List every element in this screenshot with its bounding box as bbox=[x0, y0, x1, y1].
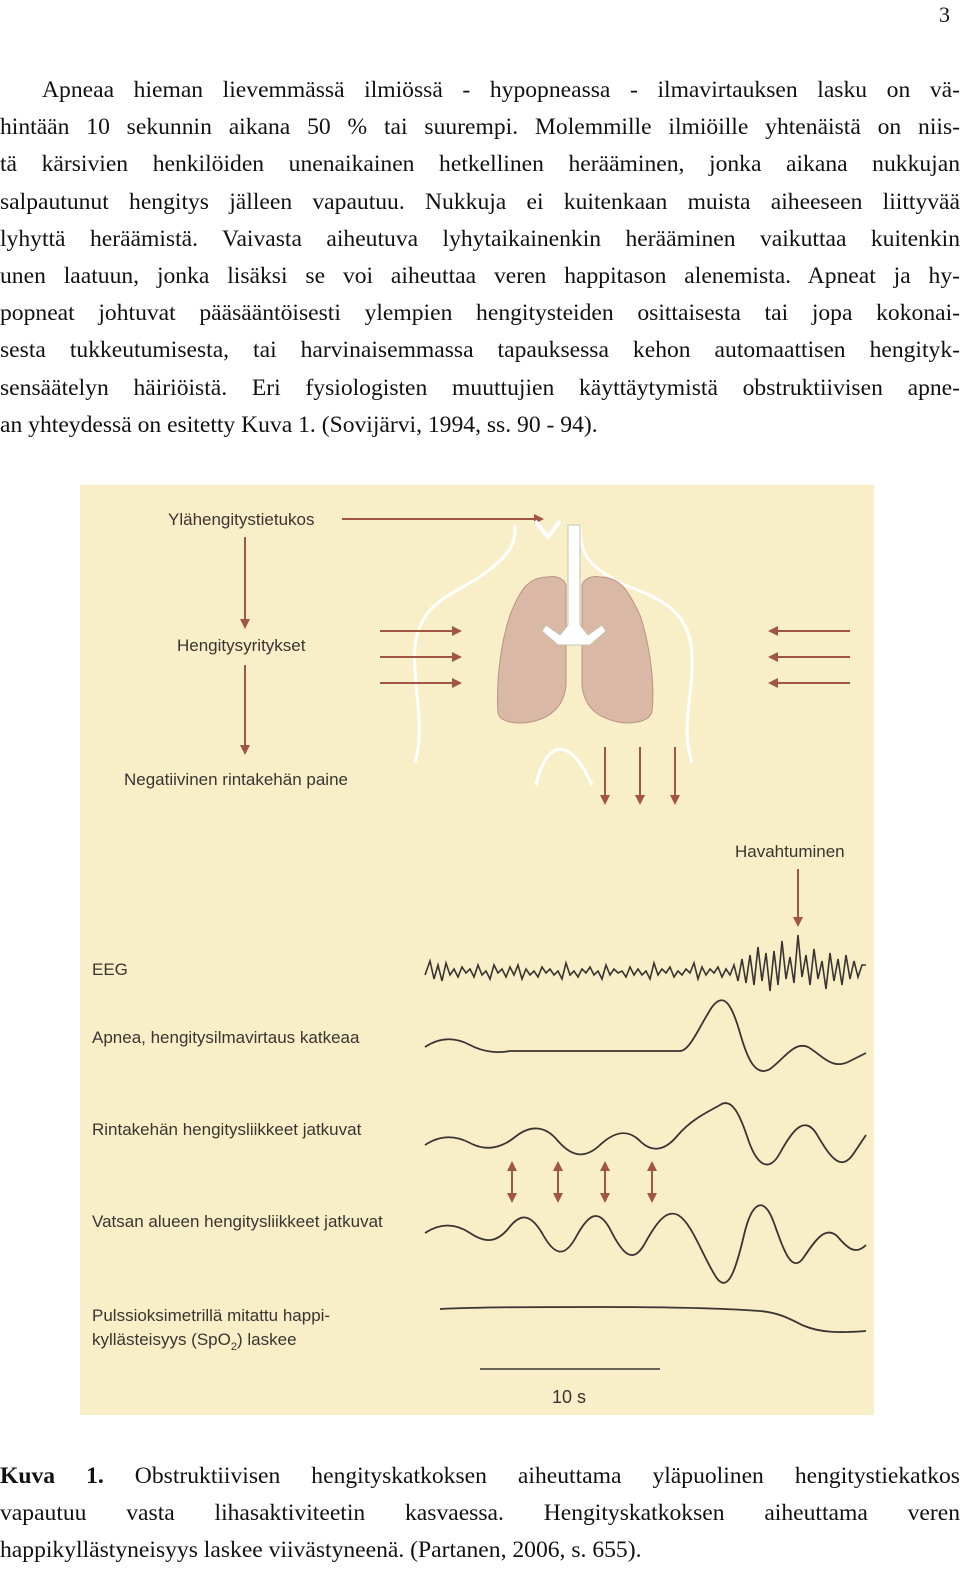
body-line: an yhteydessä on esitetty Kuva 1. (Sovijärvi, 1994, ss. 90 - 94). bbox=[0, 411, 598, 438]
label-negative-pressure: Negatiivinen rintakehän paine bbox=[124, 770, 348, 789]
spo2-label-a: kyllästeisyys (SpO bbox=[92, 1330, 231, 1349]
eeg-trace bbox=[425, 935, 866, 991]
caption-text-1: Obstruktiivisen hengityskatkoksen aiheuttama yläpuolinen hengitystiekatkos bbox=[134, 1463, 960, 1489]
torso-illustration bbox=[415, 521, 693, 785]
label-spo2-line1: Pulssioksimetrillä mitattu happi- bbox=[92, 1306, 331, 1325]
label-apnea: Apnea, hengitysilmavirtaus katkeaa bbox=[92, 1028, 360, 1047]
label-arousal: Havahtuminen bbox=[735, 842, 845, 861]
apnea-diagram bbox=[80, 485, 874, 1415]
body-line: sensäätelyn häiriöistä. Eri fysiologisten muuttujien käyttäytymistä obstruktiivisen apne- bbox=[0, 374, 960, 401]
apnea-figure bbox=[80, 485, 874, 1415]
abdomen-trace bbox=[425, 1205, 866, 1283]
airflow-trace bbox=[425, 1000, 866, 1071]
label-breathing-attempts: Hengitysyritykset bbox=[177, 636, 306, 655]
caption-line-3: happikyllästyneisyys laskee viivästyneenä. (Partanen, 2006, s. 655). bbox=[0, 1537, 642, 1564]
body-line: unen laatuun, jonka lisäksi se voi aiheuttaa veren happitason alenemista. Apneat ja hy- bbox=[0, 263, 960, 290]
body-line: hintään 10 sekunnin aikana 50 % tai suurempi. Molemmille ilmiöille yhtenäistä on niis- bbox=[0, 114, 960, 141]
body-line: sesta tukkeutumisesta, tai harvinaisemmassa tapauksessa kehon automaattisen hengityk- bbox=[0, 337, 960, 364]
label-abdomen: Vatsan alueen hengitysliikkeet jatkuvat bbox=[92, 1212, 383, 1231]
label-chest: Rintakehän hengitysliikkeet jatkuvat bbox=[92, 1120, 362, 1139]
label-spo2-line2 bbox=[92, 1330, 297, 1353]
body-line: Apneaa hieman lievemmässä ilmiössä - hypopneassa - ilmavirtauksen lasku on vä- bbox=[42, 77, 960, 103]
body-paragraph bbox=[0, 72, 960, 444]
chest-trace bbox=[425, 1103, 866, 1164]
body-line: tä kärsivien henkilöiden unenaikainen hetkellinen herääminen, jonka aikana nukkujan bbox=[0, 151, 960, 178]
left-lung bbox=[498, 576, 567, 722]
body-line: popneat johtuvat pääsääntöisesti ylempien hengitysteiden osittaisesta tai jopa kokonai- bbox=[0, 300, 960, 327]
caption-line-2: vapautuu vasta lihasaktiviteetin kasvaessa. Hengityskatkoksen aiheuttama veren bbox=[0, 1500, 960, 1527]
right-lung bbox=[582, 576, 653, 722]
spo2-label-b: ) laskee bbox=[237, 1330, 297, 1349]
label-timescale: 10 s bbox=[552, 1387, 587, 1407]
label-eeg: EEG bbox=[92, 960, 128, 979]
figure-caption bbox=[0, 1458, 960, 1570]
caption-line-1 bbox=[0, 1458, 960, 1495]
spo2-trace bbox=[440, 1307, 866, 1332]
body-line: lyhyttä heräämistä. Vaivasta aiheutuva lyhytaikainenkin herääminen vaikuttaa kuitenkin bbox=[0, 225, 960, 252]
spo2-label-subscript: 2 bbox=[230, 1341, 237, 1353]
body-line: salpautunut hengitys jälleen vapautuu. Nukkuja ei kuitenkaan muista aiheeseen liittyvää bbox=[0, 188, 960, 215]
page-number: 3 bbox=[939, 2, 950, 27]
label-upper-obstruction: Ylähengitystietukos bbox=[168, 510, 315, 529]
caption-label: Kuva 1. bbox=[0, 1463, 104, 1489]
